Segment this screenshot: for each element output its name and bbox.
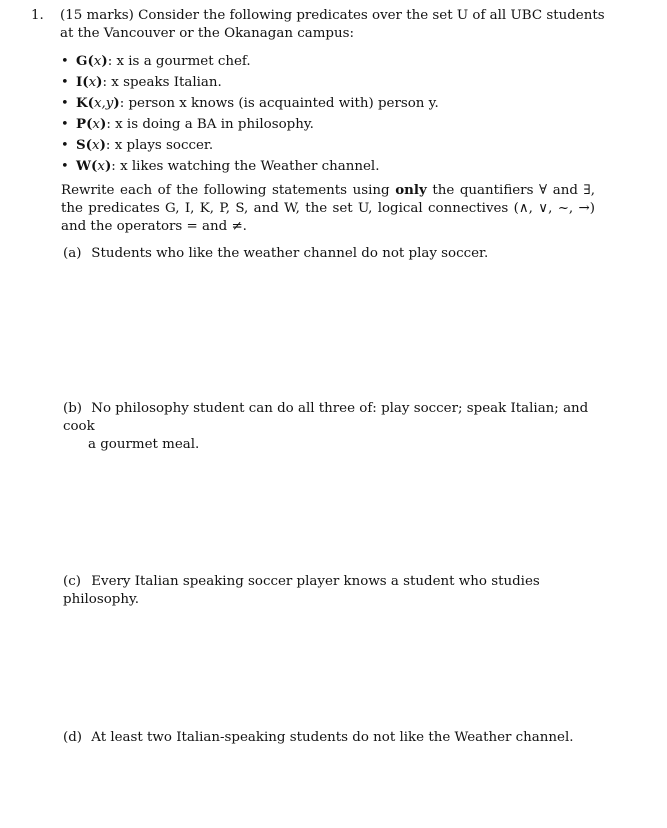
part-a xyxy=(63,245,598,263)
predicate-list xyxy=(61,51,439,177)
predicate-item: • S(x): x plays soccer. xyxy=(76,135,439,156)
predicate-name: I xyxy=(76,74,83,90)
predicate-args: x,y xyxy=(93,96,114,111)
rewrite-text-end: the quantifiers ∀ and ∃, the predicates G, I, K, P, S, and W, the set U, logical connectives (∧, ∨, ~, →) and the operators = and ≠. xyxy=(61,183,595,234)
bullet-icon: • xyxy=(61,96,69,111)
predicate-desc: x speaks Italian. xyxy=(111,75,222,90)
part-label: (c) xyxy=(63,574,81,589)
part-text: No philosophy student can do all three of: play soccer; speak Italian; and cook xyxy=(63,401,589,434)
predicate-desc: x plays soccer. xyxy=(114,138,214,153)
part-c xyxy=(63,573,598,609)
predicate-args: x xyxy=(88,75,97,90)
predicate-args: x xyxy=(92,117,100,132)
predicate-item: • G(x): x is a gourmet chef. xyxy=(76,51,439,72)
part-text: Students who like the weather channel do not play soccer. xyxy=(91,246,489,261)
predicate-desc: x is a gourmet chef. xyxy=(116,54,251,69)
part-text-continued: a gourmet meal. xyxy=(88,437,200,452)
rewrite-instructions xyxy=(61,181,595,236)
bullet-icon: • xyxy=(61,138,69,153)
predicate-name: P xyxy=(76,116,87,132)
predicate-args: x xyxy=(97,159,105,174)
part-text: At least two Italian-speaking students do not like the Weather channel. xyxy=(91,730,574,745)
predicate-args: x xyxy=(92,138,100,153)
predicate-desc: person x knows (is acquainted with) person y. xyxy=(128,96,439,111)
predicate-item: • W(x): x likes watching the Weather channel. xyxy=(76,156,439,177)
question-intro: (15 marks) Consider the following predicates over the set U of all UBC students at the Vancouver or the Okanagan campus: xyxy=(60,8,605,41)
question-header xyxy=(31,7,606,43)
predicate-item: • I(x): x speaks Italian. xyxy=(76,72,439,93)
predicate-desc: x likes watching the Weather channel. xyxy=(120,159,380,174)
bullet-icon: • xyxy=(61,117,69,132)
predicate-item: • K(x,y): person x knows (is acquainted with) person y. xyxy=(76,93,439,114)
rewrite-text-start: Rewrite each of the following statements using xyxy=(61,183,396,198)
predicate-name: S xyxy=(76,137,86,153)
predicate-desc: x is doing a BA in philosophy. xyxy=(115,117,314,132)
predicate-item: • P(x): x is doing a BA in philosophy. xyxy=(76,114,439,135)
part-b xyxy=(63,400,598,454)
part-d xyxy=(63,729,598,747)
bullet-icon: • xyxy=(61,54,69,69)
part-label: (b) xyxy=(63,401,83,416)
rewrite-emphasis: only xyxy=(395,182,427,198)
predicate-name: K xyxy=(76,95,88,111)
bullet-icon: • xyxy=(61,159,69,174)
predicate-args: x xyxy=(93,54,102,69)
predicate-name: G xyxy=(76,53,88,69)
part-label: (a) xyxy=(63,246,82,261)
bullet-icon: • xyxy=(61,75,69,90)
question-number: 1. xyxy=(31,8,44,23)
part-text: Every Italian speaking soccer player knows a student who studies philosophy. xyxy=(63,574,540,607)
predicate-name: W xyxy=(76,158,92,174)
part-label: (d) xyxy=(63,730,83,745)
